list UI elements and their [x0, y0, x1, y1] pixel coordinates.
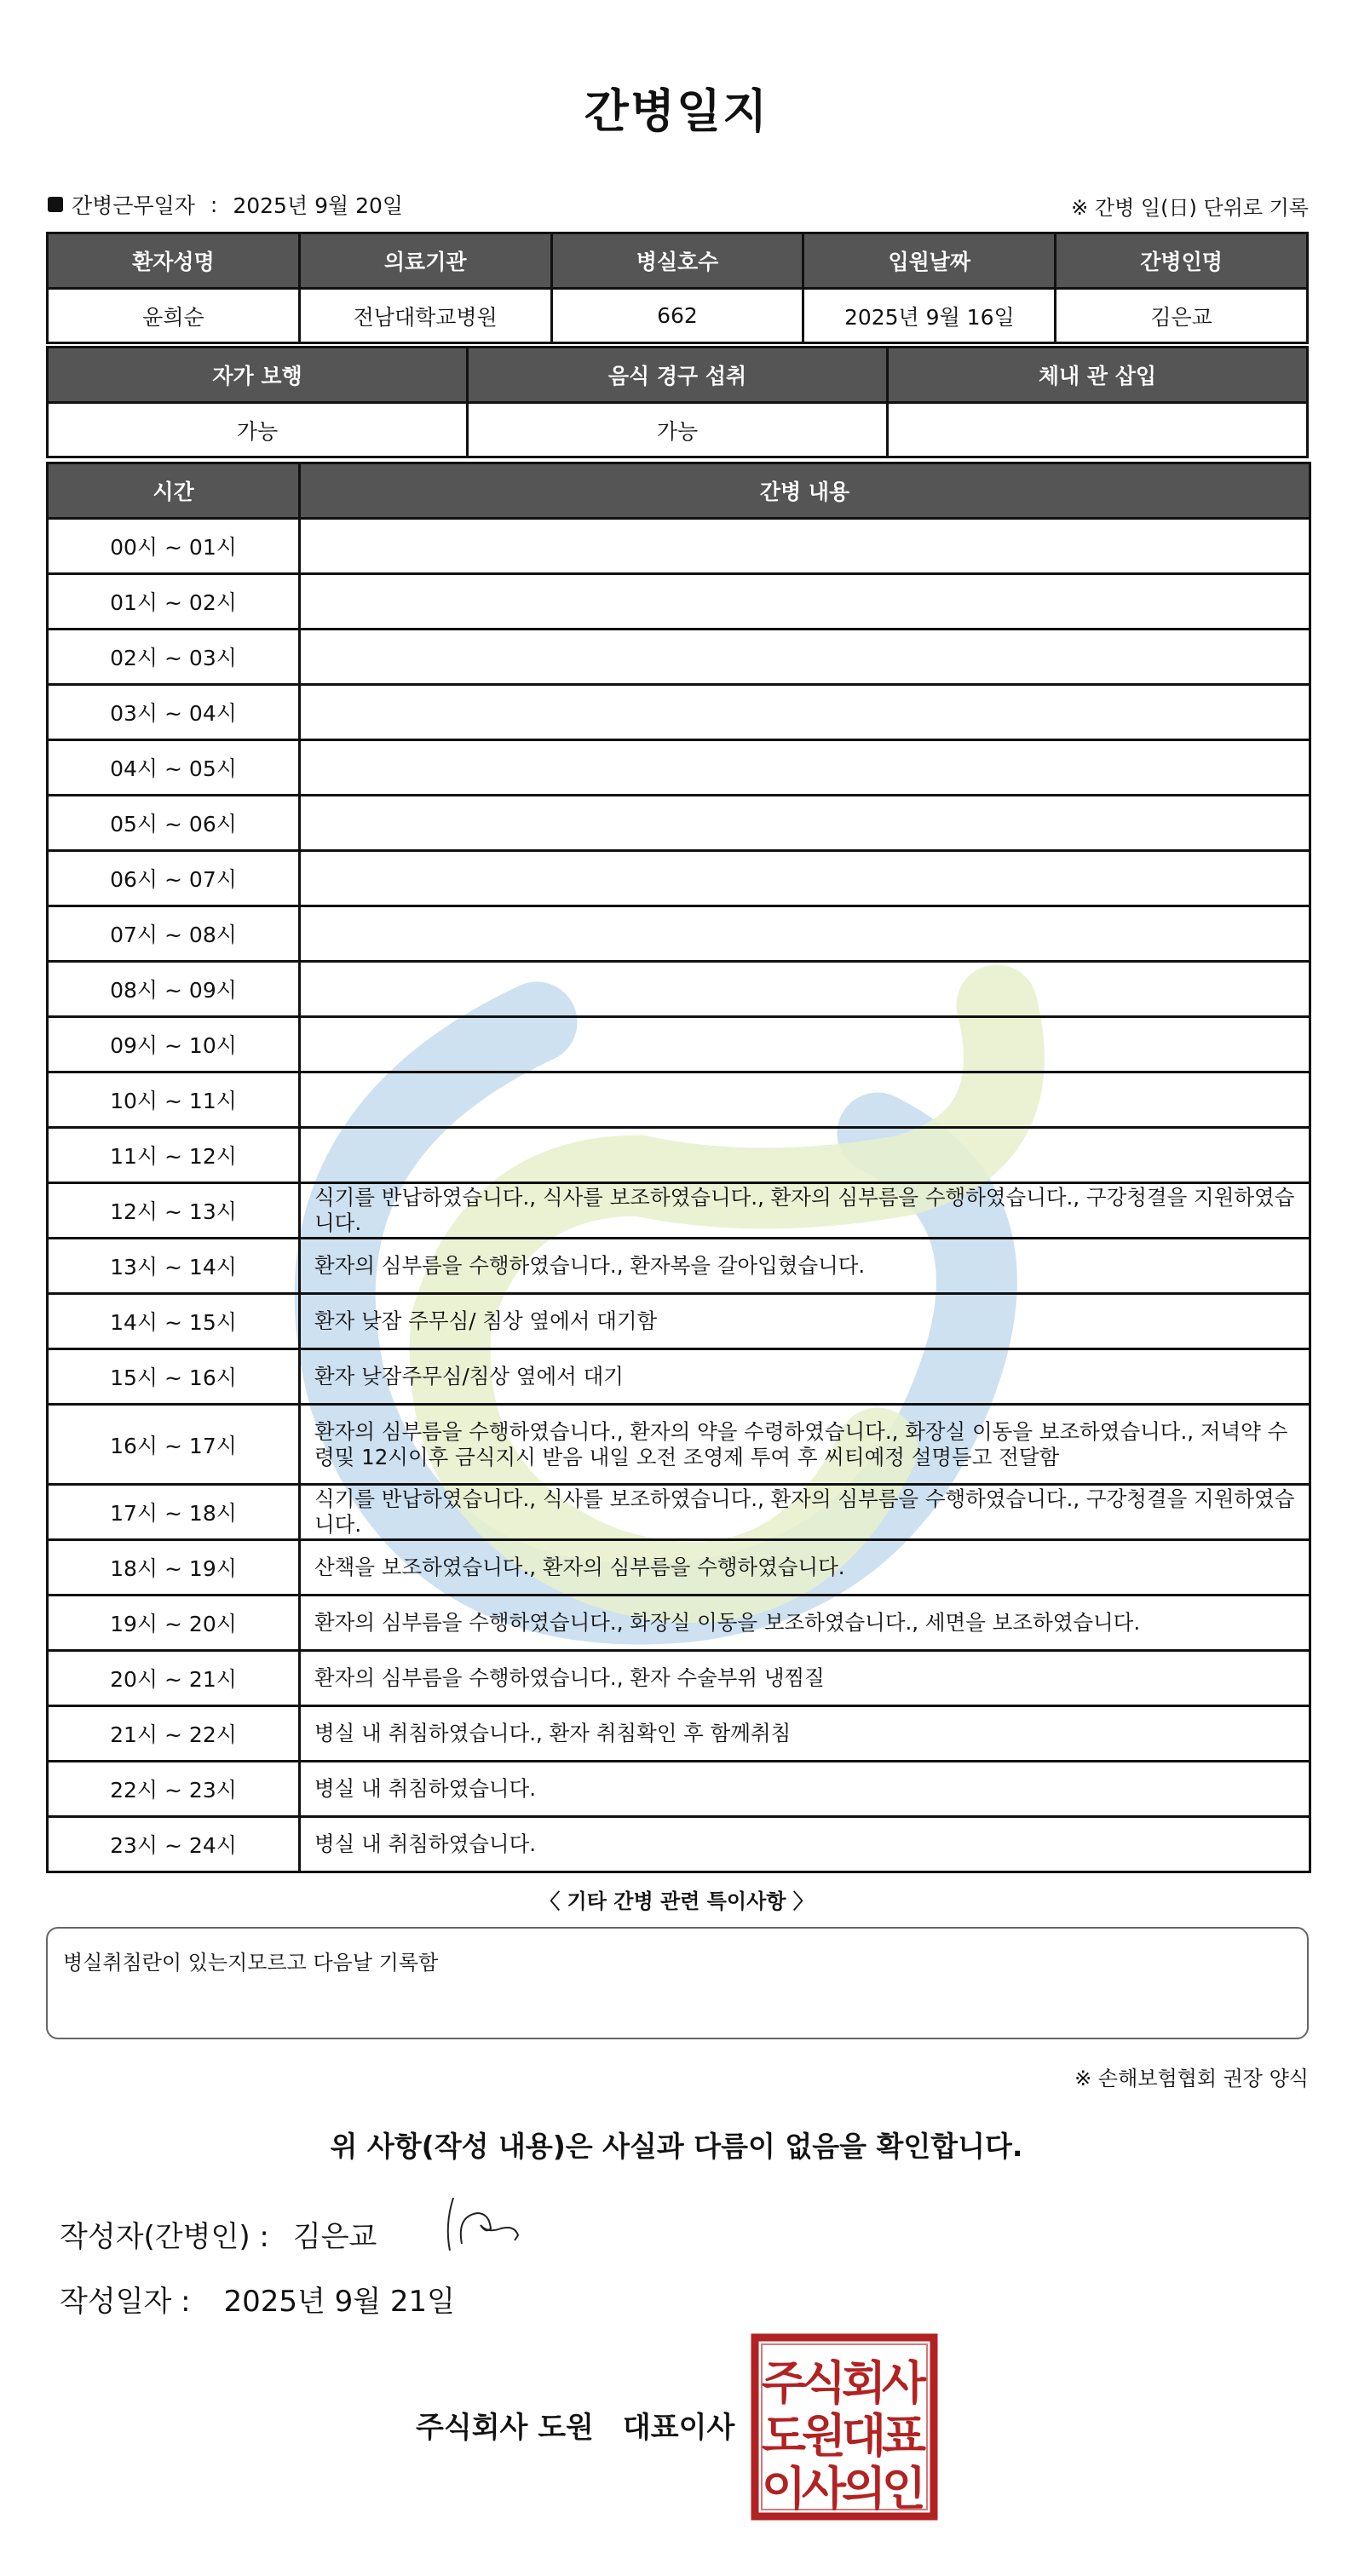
time-cell: 06시 ~ 07시: [48, 851, 300, 906]
table-row: [48, 1239, 1310, 1294]
care-content-cell: [300, 851, 1310, 906]
tube-insertion-value: [888, 403, 1308, 457]
notes-box: 병실취침란이 있는지모르고 다음날 기록함: [46, 1927, 1309, 2039]
time-cell: 16시 ~ 17시: [48, 1405, 300, 1485]
table-row: [48, 962, 1310, 1017]
svg-text:표: 표: [881, 2409, 927, 2463]
table-row: [48, 1762, 1310, 1817]
care-content-cell: [300, 796, 1310, 851]
hospital-name: 전남대학교병원: [299, 289, 551, 343]
care-content-cell: 병실 내 취침하였습니다., 환자 취침확인 후 함께취침: [300, 1706, 1310, 1762]
care-content-cell: [300, 1072, 1310, 1128]
svg-text:회: 회: [841, 2356, 887, 2410]
company-signoff: [416, 2404, 734, 2446]
care-content-cell: [300, 906, 1310, 962]
patient-info-header-row: [48, 233, 1308, 289]
table-row: [48, 1817, 1310, 1872]
header-oral-intake: 음식 경구 섭취: [468, 348, 888, 403]
admission-date: 2025년 9월 16일: [803, 289, 1056, 343]
time-cell: 07시 ~ 08시: [48, 906, 300, 962]
table-row: [48, 1651, 1310, 1706]
care-content-cell: [300, 574, 1310, 630]
svg-text:주: 주: [761, 2356, 807, 2410]
header-tube-insertion: 체내 관 삽입: [888, 348, 1308, 403]
header-care-content: 간병 내용: [300, 463, 1310, 519]
time-cell: 05시 ~ 06시: [48, 796, 300, 851]
table-row: [48, 1128, 1310, 1183]
table-row: [48, 1072, 1310, 1128]
time-cell: 20시 ~ 21시: [48, 1651, 300, 1706]
care-content-cell: 환자의 심부름을 수행하였습니다., 환자복을 갈아입혔습니다.: [300, 1239, 1310, 1294]
status-header-row: [48, 348, 1308, 403]
patient-status-table: [46, 346, 1309, 458]
header-time: 시간: [48, 463, 300, 519]
table-row: [48, 1017, 1310, 1072]
unit-note: ※ 간병 일(日) 단위로 기록: [1071, 196, 1309, 220]
time-cell: 18시 ~ 19시: [48, 1540, 300, 1596]
writer-label: 작성자(간병인) :: [60, 2220, 269, 2254]
svg-text:의: 의: [841, 2462, 887, 2516]
notes-title: 〈 기타 간병 관련 특이사항 〉: [539, 1889, 814, 1913]
page-title: 간병일지: [584, 84, 769, 138]
confirmation-statement: 위 사항(작성 내용)은 사실과 다름이 없음을 확인합니다.: [330, 2130, 1023, 2163]
care-content-cell: 환자의 심부름을 수행하였습니다., 환자의 약을 수령하였습니다., 화장실 이동을 보조하였습니다., 저녁약 수령및 12시이후 금식지시 받음 내일 오전 조영제 투여 후 씨티예정 설명듣고 전달함: [300, 1405, 1310, 1485]
writer-name: 김은교: [292, 2220, 377, 2254]
care-log-header-row: [48, 463, 1310, 519]
time-cell: 17시 ~ 18시: [48, 1485, 300, 1540]
company-seal-stamp: [750, 2332, 939, 2521]
company-name: 주식회사 도원: [416, 2411, 594, 2445]
care-content-cell: [300, 1128, 1310, 1183]
care-content-cell: 병실 내 취침하였습니다.: [300, 1817, 1310, 1872]
table-row: [48, 1540, 1310, 1596]
care-content-cell: [300, 740, 1310, 796]
status-value-row: [48, 403, 1308, 457]
company-title: 대표이사: [622, 2411, 735, 2445]
svg-text:도: 도: [761, 2409, 807, 2463]
care-content-cell: 환자 낮잠주무심/침상 옆에서 대기: [300, 1349, 1310, 1405]
time-cell: 09시 ~ 10시: [48, 1017, 300, 1072]
table-row: [48, 1349, 1310, 1405]
time-cell: 04시 ~ 05시: [48, 740, 300, 796]
caregiver-name: 김은교: [1056, 289, 1308, 343]
time-cell: 19시 ~ 20시: [48, 1596, 300, 1651]
care-content-cell: 식기를 반납하였습니다., 식사를 보조하였습니다., 환자의 심부름을 수행하였습니다., 구강청결을 지원하였습니다.: [300, 1183, 1310, 1239]
patient-name: 윤희순: [48, 289, 300, 343]
time-cell: 14시 ~ 15시: [48, 1294, 300, 1349]
care-content-cell: [300, 962, 1310, 1017]
header-admission-date: 입원날짜: [803, 233, 1056, 289]
header-self-walking: 자가 보행: [48, 348, 468, 403]
table-row: [48, 1706, 1310, 1762]
table-row: [48, 519, 1310, 574]
svg-text:식: 식: [801, 2356, 847, 2410]
table-row: [48, 1294, 1310, 1349]
writer-line: [60, 2213, 377, 2255]
header-room-number: 병실호수: [551, 233, 803, 289]
svg-text:이: 이: [761, 2462, 807, 2516]
table-row: [48, 906, 1310, 962]
time-cell: 15시 ~ 16시: [48, 1349, 300, 1405]
time-cell: 21시 ~ 22시: [48, 1706, 300, 1762]
care-content-cell: [300, 685, 1310, 740]
time-cell: 12시 ~ 13시: [48, 1183, 300, 1239]
time-cell: 11시 ~ 12시: [48, 1128, 300, 1183]
patient-info-table: [46, 232, 1309, 344]
svg-text:대: 대: [841, 2409, 887, 2463]
care-content-cell: [300, 1017, 1310, 1072]
care-content-cell: [300, 519, 1310, 574]
care-content-cell: 환자 낮잠 주무심/ 침상 옆에서 대기함: [300, 1294, 1310, 1349]
written-date-value: 2025년 9월 21일: [223, 2285, 456, 2319]
svg-text:원: 원: [801, 2409, 847, 2463]
written-date-line: [60, 2278, 455, 2320]
handwritten-signature: [436, 2191, 530, 2259]
header-hospital: 의료기관: [299, 233, 551, 289]
care-content-cell: 환자의 심부름을 수행하였습니다., 환자 수술부위 냉찜질: [300, 1651, 1310, 1706]
patient-info-value-row: [48, 289, 1308, 343]
time-cell: 01시 ~ 02시: [48, 574, 300, 630]
care-content-cell: [300, 630, 1310, 685]
care-content-cell: 병실 내 취침하였습니다.: [300, 1762, 1310, 1817]
time-cell: 00시 ~ 01시: [48, 519, 300, 574]
self-walking-value: 가능: [48, 403, 468, 457]
work-date: [48, 189, 403, 220]
square-bullet-icon: [48, 197, 63, 212]
care-content-cell: 산책을 보조하였습니다., 환자의 심부름을 수행하였습니다.: [300, 1540, 1310, 1596]
work-date-separator: :: [210, 192, 218, 217]
table-row: [48, 740, 1310, 796]
time-cell: 10시 ~ 11시: [48, 1072, 300, 1128]
work-date-label: 간병근무일자: [72, 193, 195, 218]
table-row: [48, 630, 1310, 685]
header-patient-name: 환자성명: [48, 233, 300, 289]
table-row: [48, 1183, 1310, 1239]
time-cell: 13시 ~ 14시: [48, 1239, 300, 1294]
table-row: [48, 1485, 1310, 1540]
time-cell: 08시 ~ 09시: [48, 962, 300, 1017]
care-content-cell: 식기를 반납하였습니다., 식사를 보조하였습니다., 환자의 심부름을 수행하였습니다., 구강청결을 지원하였습니다.: [300, 1485, 1310, 1540]
table-row: [48, 574, 1310, 630]
time-cell: 22시 ~ 23시: [48, 1762, 300, 1817]
care-content-cell: 환자의 심부름을 수행하였습니다., 화장실 이동을 보조하였습니다., 세면을 보조하였습니다.: [300, 1596, 1310, 1651]
table-row: [48, 1405, 1310, 1485]
table-row: [48, 685, 1310, 740]
svg-text:사: 사: [881, 2356, 927, 2410]
time-cell: 03시 ~ 04시: [48, 685, 300, 740]
time-cell: 02시 ~ 03시: [48, 630, 300, 685]
table-row: [48, 851, 1310, 906]
svg-text:사: 사: [801, 2462, 847, 2516]
svg-text:인: 인: [881, 2462, 927, 2516]
work-date-value: 2025년 9월 20일: [233, 193, 404, 218]
table-row: [48, 1596, 1310, 1651]
oral-intake-value: 가능: [468, 403, 888, 457]
time-cell: 23시 ~ 24시: [48, 1817, 300, 1872]
care-log-table: [46, 462, 1311, 1873]
table-row: [48, 796, 1310, 851]
header-caregiver-name: 간병인명: [1056, 233, 1308, 289]
written-date-label: 작성일자 :: [60, 2285, 191, 2319]
form-source-note: ※ 손해보험협회 권장 양식: [1074, 2067, 1309, 2090]
room-number: 662: [551, 289, 803, 343]
